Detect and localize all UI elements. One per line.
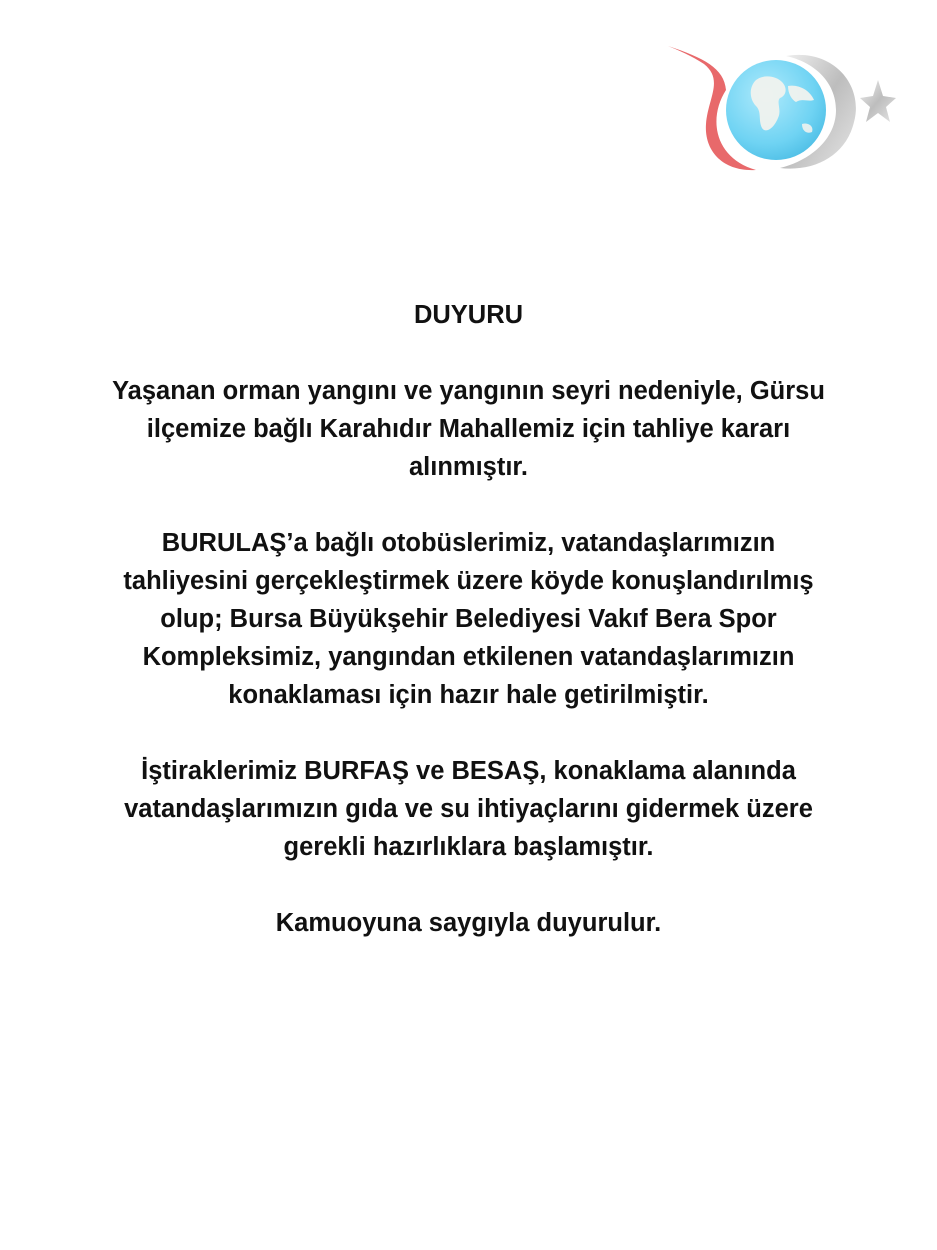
paragraph-transport-shelter: BURULAŞ’a bağlı otobüslerimiz, vatandaşlarımızın tahliyesini gerçekleştirmek üzere köyde konuşlandırılmış olup; Bursa Büyükşehir Belediyesi Vakıf Bera Spor Kompleksimiz, yangından etkilenen vatandaşlarımızın konaklaması için hazır hale getirilmiştir. bbox=[123, 529, 814, 709]
paragraph-evacuation: Yaşanan orman yangını ve yangının seyri nedeniyle, Gürsu ilçemize bağlı Karahıdır Mahallemiz için tahliye kararı alınmıştır. bbox=[112, 377, 825, 481]
announcement-title: DUYURU bbox=[413, 301, 524, 329]
announcement-document bbox=[40, 296, 897, 980]
paragraph-closing: Kamuoyuna saygıyla duyurulur. bbox=[275, 909, 662, 937]
globe-crescent-logo-icon bbox=[664, 40, 896, 175]
paragraph-food-water: İştiraklerimiz BURFAŞ ve BESAŞ, konaklama alanında vatandaşlarımızın gıda ve su ihtiyaçlarını gidermek üzere gerekli hazırlıklara başlamıştır. bbox=[124, 757, 813, 861]
